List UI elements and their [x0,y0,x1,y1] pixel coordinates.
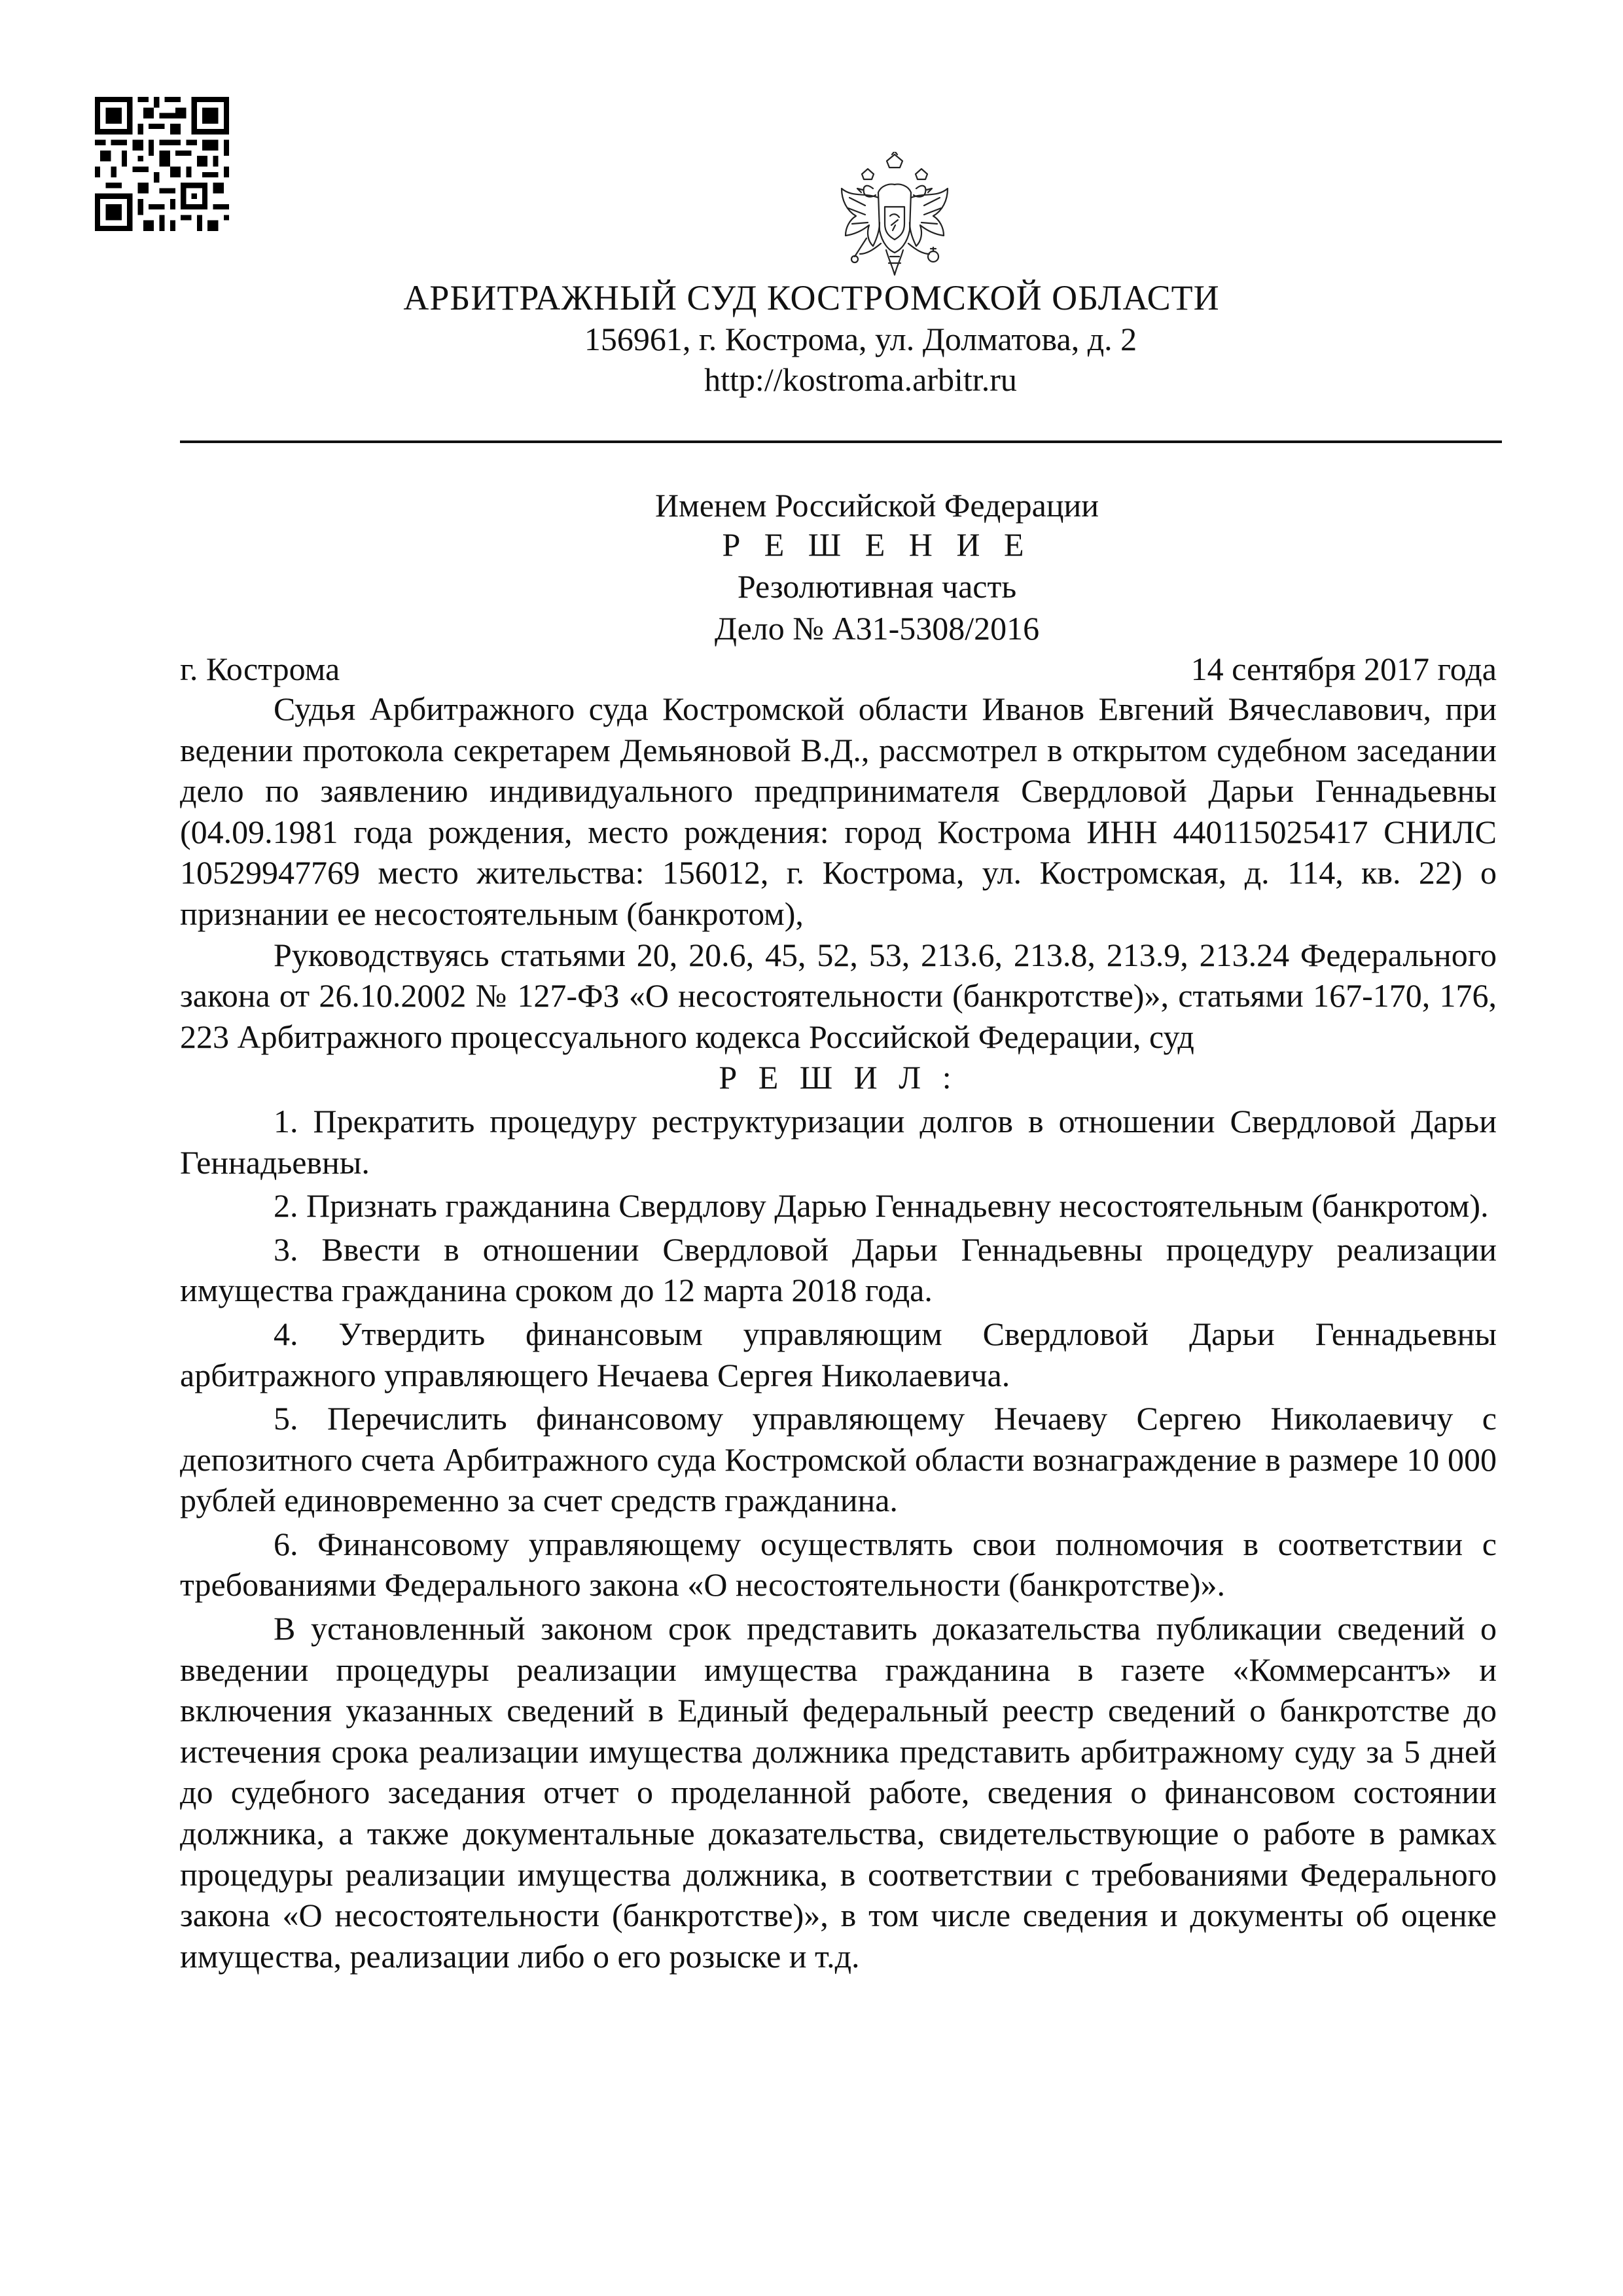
court-website: http://kostroma.arbitr.ru [704,361,1017,398]
decided-heading: Р Е Ш И Л : [719,1059,958,1096]
court-name: АРБИТРАЖНЫЙ СУД КОСТРОМСКОЙ ОБЛАСТИ [403,278,1220,317]
header-divider [180,440,1502,443]
intro-paragraph: Судья Арбитражного суда Костромской области Иванов Евгений Вячеславович, при ведении протокола секретарем Демьяновой В.Д., рассмотрел в открытом судебном заседании дело по заявлению индивидуального предпринимателя Свердловой Дарьи Геннадьевны (04.09.1981 года рождения, место рождения: город Кострома ИНН 440115025417 СНИЛС 10529947769 место жительства: 156012, г. Кострома, ул. Костромская, д. 114, кв. 22) о признании ее несостоятельным (банкротом), [180,691,1497,932]
russian-coat-of-arms-icon [826,152,963,283]
decision-item: 4. Утвердить финансовым управляющим Свердловой Дарьи Геннадьевны арбитражного управляющего Нечаева Сергея Николаевича. [180,1315,1497,1393]
decision-item: 2. Признать гражданина Свердлову Дарью Геннадьевну несостоятельным (банкротом). [274,1187,1489,1225]
decision-item: 5. Перечислить финансовому управляющему Нечаеву Сергею Николаевичу с депозитного счета Арбитражного суда Костромской области вознаграждение в размере 10 000 рублей единовременно за счет средств гражданина. [180,1400,1497,1519]
decision-item: 1. Прекратить процедуру реструктуризации долгов в отношении Свердловой Дарьи Геннадьевны. [180,1102,1497,1181]
invocation-line: Именем Российской Федерации [654,487,1099,524]
closing-paragraph: В установленный законом срок представить доказательства публикации сведений о введении процедуры реализации имущества гражданина в газете «Коммерсантъ» и включения указанных сведений в Единый федеральный реестр сведений о банкротстве до истечения срока реализации имущества должника представить арбитражному суду за 5 дней до судебного заседания отчет о проделанной работе, сведения о финансовом состоянии должника, а также документальные доказательства, свидетельствующие о работе в рамках процедуры реализации имущества должника, в соответствии с требованиями Федерального закона «О несостоятельности (банкротстве)», в том числе сведения и документы об оценке имущества, реализации либо о его розыске и т.д. [180,1610,1497,1975]
document-title: Р Е Ш Е Н И Е [722,526,1032,563]
decision-item: 3. Ввести в отношении Свердловой Дарьи Геннадьевны процедуру реализации имущества гражданина сроком до 12 марта 2018 года. [180,1230,1497,1309]
court-address: 156961, г. Кострома, ул. Долматова, д. 2 [584,321,1137,357]
decision-item: 6. Финансовому управляющему осуществлять свои полномочия в соответствии с требованиями Федерального закона «О несостоятельности (банкротстве)». [180,1525,1497,1604]
place-date-row [180,648,1497,690]
qr-code-icon [95,97,229,231]
legal-basis-paragraph: Руководствуясь статьями 20, 20.6, 45, 52, 53, 213.6, 213.8, 213.9, 213.24 Федерального закона от 26.10.2002 № 127-ФЗ «О несостоятельности (банкротстве)», статьями 167-170, 176, 223 Арбитражного процессуального кодекса Российской Федерации, суд [180,936,1497,1055]
decision-body [180,689,1497,1977]
city: г. Кострома [180,651,340,687]
document-part: Резолютивная часть [737,568,1017,605]
decision-date: 14 сентября 2017 года [1190,651,1497,687]
case-number: Дело № А31-5308/2016 [714,610,1040,647]
